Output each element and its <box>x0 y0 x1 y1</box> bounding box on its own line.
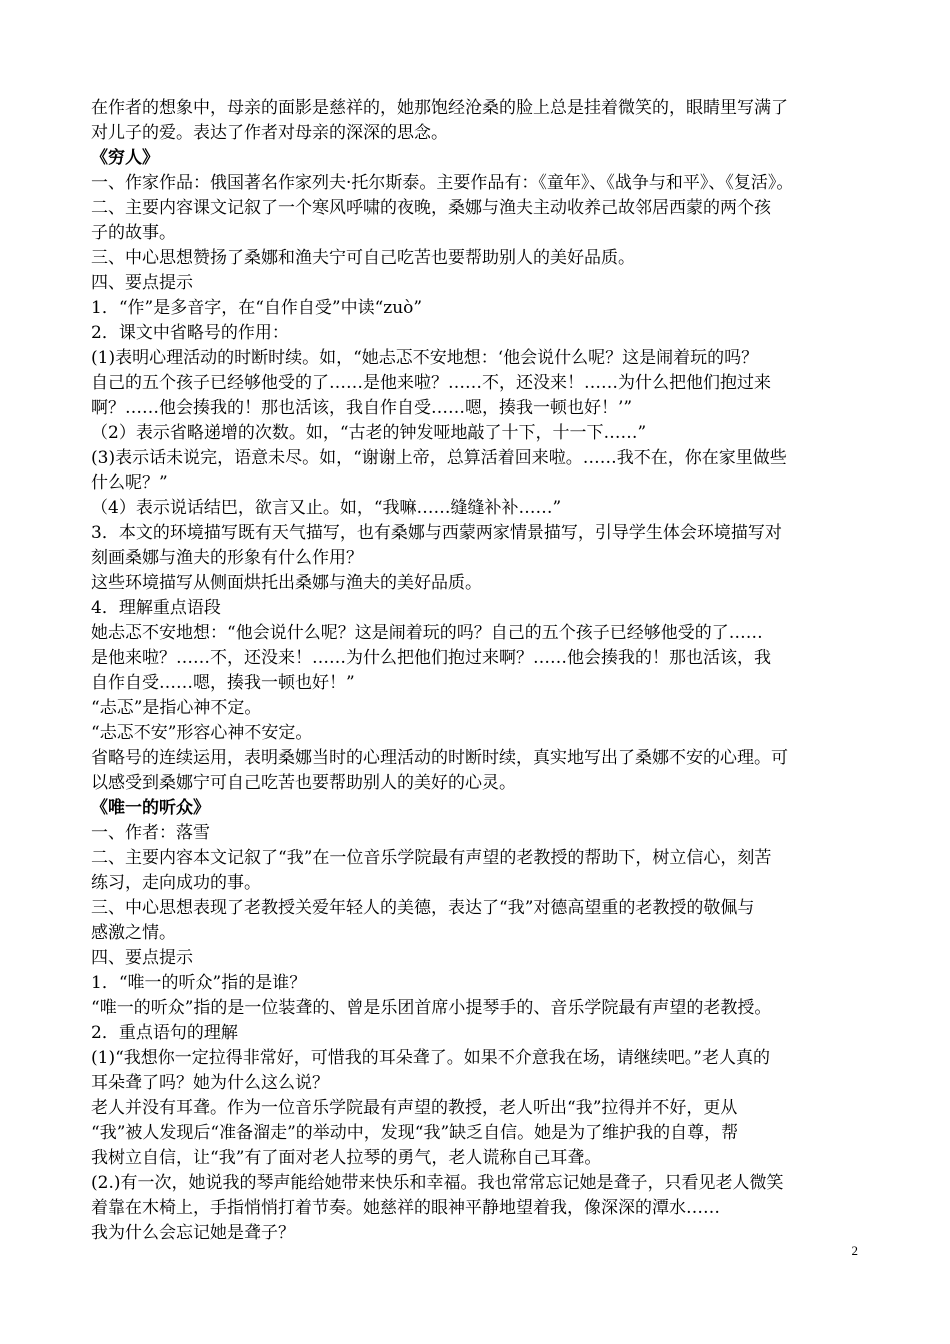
section-heading: 《穷人》 <box>91 148 159 168</box>
text-line: 以感受到桑娜宁可自己吃苦也要帮助别人的美好的心灵。 <box>91 773 516 793</box>
text-line: 啊？……他会揍我的！那也活该，我自作自受……嗯，揍我一顿也好！’” <box>91 398 633 418</box>
text-line: 刻画桑娜与渔夫的形象有什么作用？ <box>91 548 363 568</box>
text-line: 我树立自信，让“我”有了面对老人拉琴的勇气，老人谎称自己耳聋。 <box>91 1148 602 1168</box>
text-line: 省略号的连续运用，表明桑娜当时的心理活动的时断时续，真实地写出了桑娜不安的心理。可 <box>91 748 788 768</box>
text-line: 是他来啦？……不，还没来！……为什么把他们抱过来啊？……他会揍我的！那也活该，我 <box>91 648 771 668</box>
text-line: 三、中心思想赞扬了桑娜和渔夫宁可自己吃苦也要帮助别人的美好品质。 <box>91 248 635 268</box>
text-line: 2．课文中省略号的作用： <box>91 323 289 343</box>
text-line: 四、要点提示 <box>91 273 193 293</box>
text-line: 老人并没有耳聋。作为一位音乐学院最有声望的教授，老人听出“我”拉得并不好，更从 <box>91 1098 738 1118</box>
text-line: 4．理解重点语段 <box>91 598 221 618</box>
text-line: 3．本文的环境描写既有天气描写，也有桑娜与西蒙两家情景描写，引导学生体会环境描写对 <box>91 523 782 543</box>
text-line: 在作者的想象中，母亲的面影是慈祥的，她那饱经沧桑的脸上总是挂着微笑的，眼睛里写满了 <box>91 98 788 118</box>
text-line: “唯一的听众”指的是一位装聋的、曾是乐团首席小提琴手的、音乐学院最有声望的老教授。 <box>91 998 772 1018</box>
text-line: (1)“我想你一定拉得非常好，可惜我的耳朵聋了。如果不介意我在场，请继续吧。”老人真的 <box>91 1048 770 1068</box>
text-line: 1．“唯一的听众”指的是谁？ <box>91 973 307 993</box>
text-line: 这些环境描写从侧面烘托出桑娜与渔夫的美好品质。 <box>91 573 482 593</box>
text-line: （2）表示省略递增的次数。如，“古老的钟发哑地敲了十下，十一下……” <box>91 423 647 443</box>
text-line: 感激之情。 <box>91 923 176 943</box>
text-line: (3)表示话未说完，语意未尽。如，“谢谢上帝，总算活着回来啦。……我不在，你在家里做些 <box>91 448 787 468</box>
text-line: “我”被人发现后“准备溜走”的举动中，发现“我”缺乏自信。她是为了维护我的自尊，帮 <box>91 1123 739 1143</box>
text-line: 着靠在木椅上，手指悄悄打着节奏。她慈祥的眼神平静地望着我，像深深的潭水…… <box>91 1198 720 1218</box>
section-heading: 《唯一的听众》 <box>91 798 210 818</box>
text-line: 二、主要内容课文记叙了一个寒风呼啸的夜晚，桑娜与渔夫主动收养己故邻居西蒙的两个孩 <box>91 198 771 218</box>
text-line: 我为什么会忘记她是聋子？ <box>91 1223 295 1243</box>
text-line: (1)表明心理活动的时断时续。如，“她忐忑不安地想：‘他会说什么呢？这是闹着玩的吗？ <box>91 348 759 368</box>
text-line: 四、要点提示 <box>91 948 193 968</box>
text-line: 三、中心思想表现了老教授关爱年轻人的美德，表达了“我”对德高望重的老教授的敬佩与 <box>91 898 755 918</box>
text-line: (2.)有一次，她说我的琴声能给她带来快乐和幸福。我也常常忘记她是聋子，只看见老人微笑 <box>91 1173 784 1193</box>
text-line: 一、作者：落雪 <box>91 823 210 843</box>
document-page <box>91 96 863 1246</box>
text-line: 自己的五个孩子已经够他受的了……是他来啦？……不，还没来！……为什么把他们抱过来 <box>91 373 771 393</box>
text-line: 什么呢？” <box>91 473 168 493</box>
text-line: “忐忑”是指心神不定。 <box>91 698 262 718</box>
text-line: 子的故事。 <box>91 223 176 243</box>
text-line: （4）表示说话结巴，欲言又止。如，“我嘛……缝缝补补……” <box>91 498 562 518</box>
text-line: 练习，走向成功的事。 <box>91 873 261 893</box>
text-line: 耳朵聋了吗？她为什么这么说？ <box>91 1073 329 1093</box>
text-line: 2．重点语句的理解 <box>91 1023 238 1043</box>
text-line: 二、主要内容本文记叙了“我”在一位音乐学院最有声望的老教授的帮助下，树立信心，刻苦 <box>91 848 772 868</box>
text-line: 自作自受……嗯，揍我一顿也好！” <box>91 673 355 693</box>
text-line: 她忐忑不安地想：“他会说什么呢？这是闹着玩的吗？自己的五个孩子已经够他受的了…… <box>91 623 763 643</box>
page-number: 2 <box>851 1243 858 1258</box>
text-line: 1．“作”是多音字，在“自作自受”中读“zuò” <box>91 298 423 318</box>
text-line: 对儿子的爱。表达了作者对母亲的深深的思念。 <box>91 123 448 143</box>
text-line: 一、作家作品：俄国著名作家列夫·托尔斯泰。主要作品有：《童年》、《战争与和平》、《复活》。 <box>91 173 794 193</box>
text-line: “忐忑不安”形容心神不安定。 <box>91 723 313 743</box>
